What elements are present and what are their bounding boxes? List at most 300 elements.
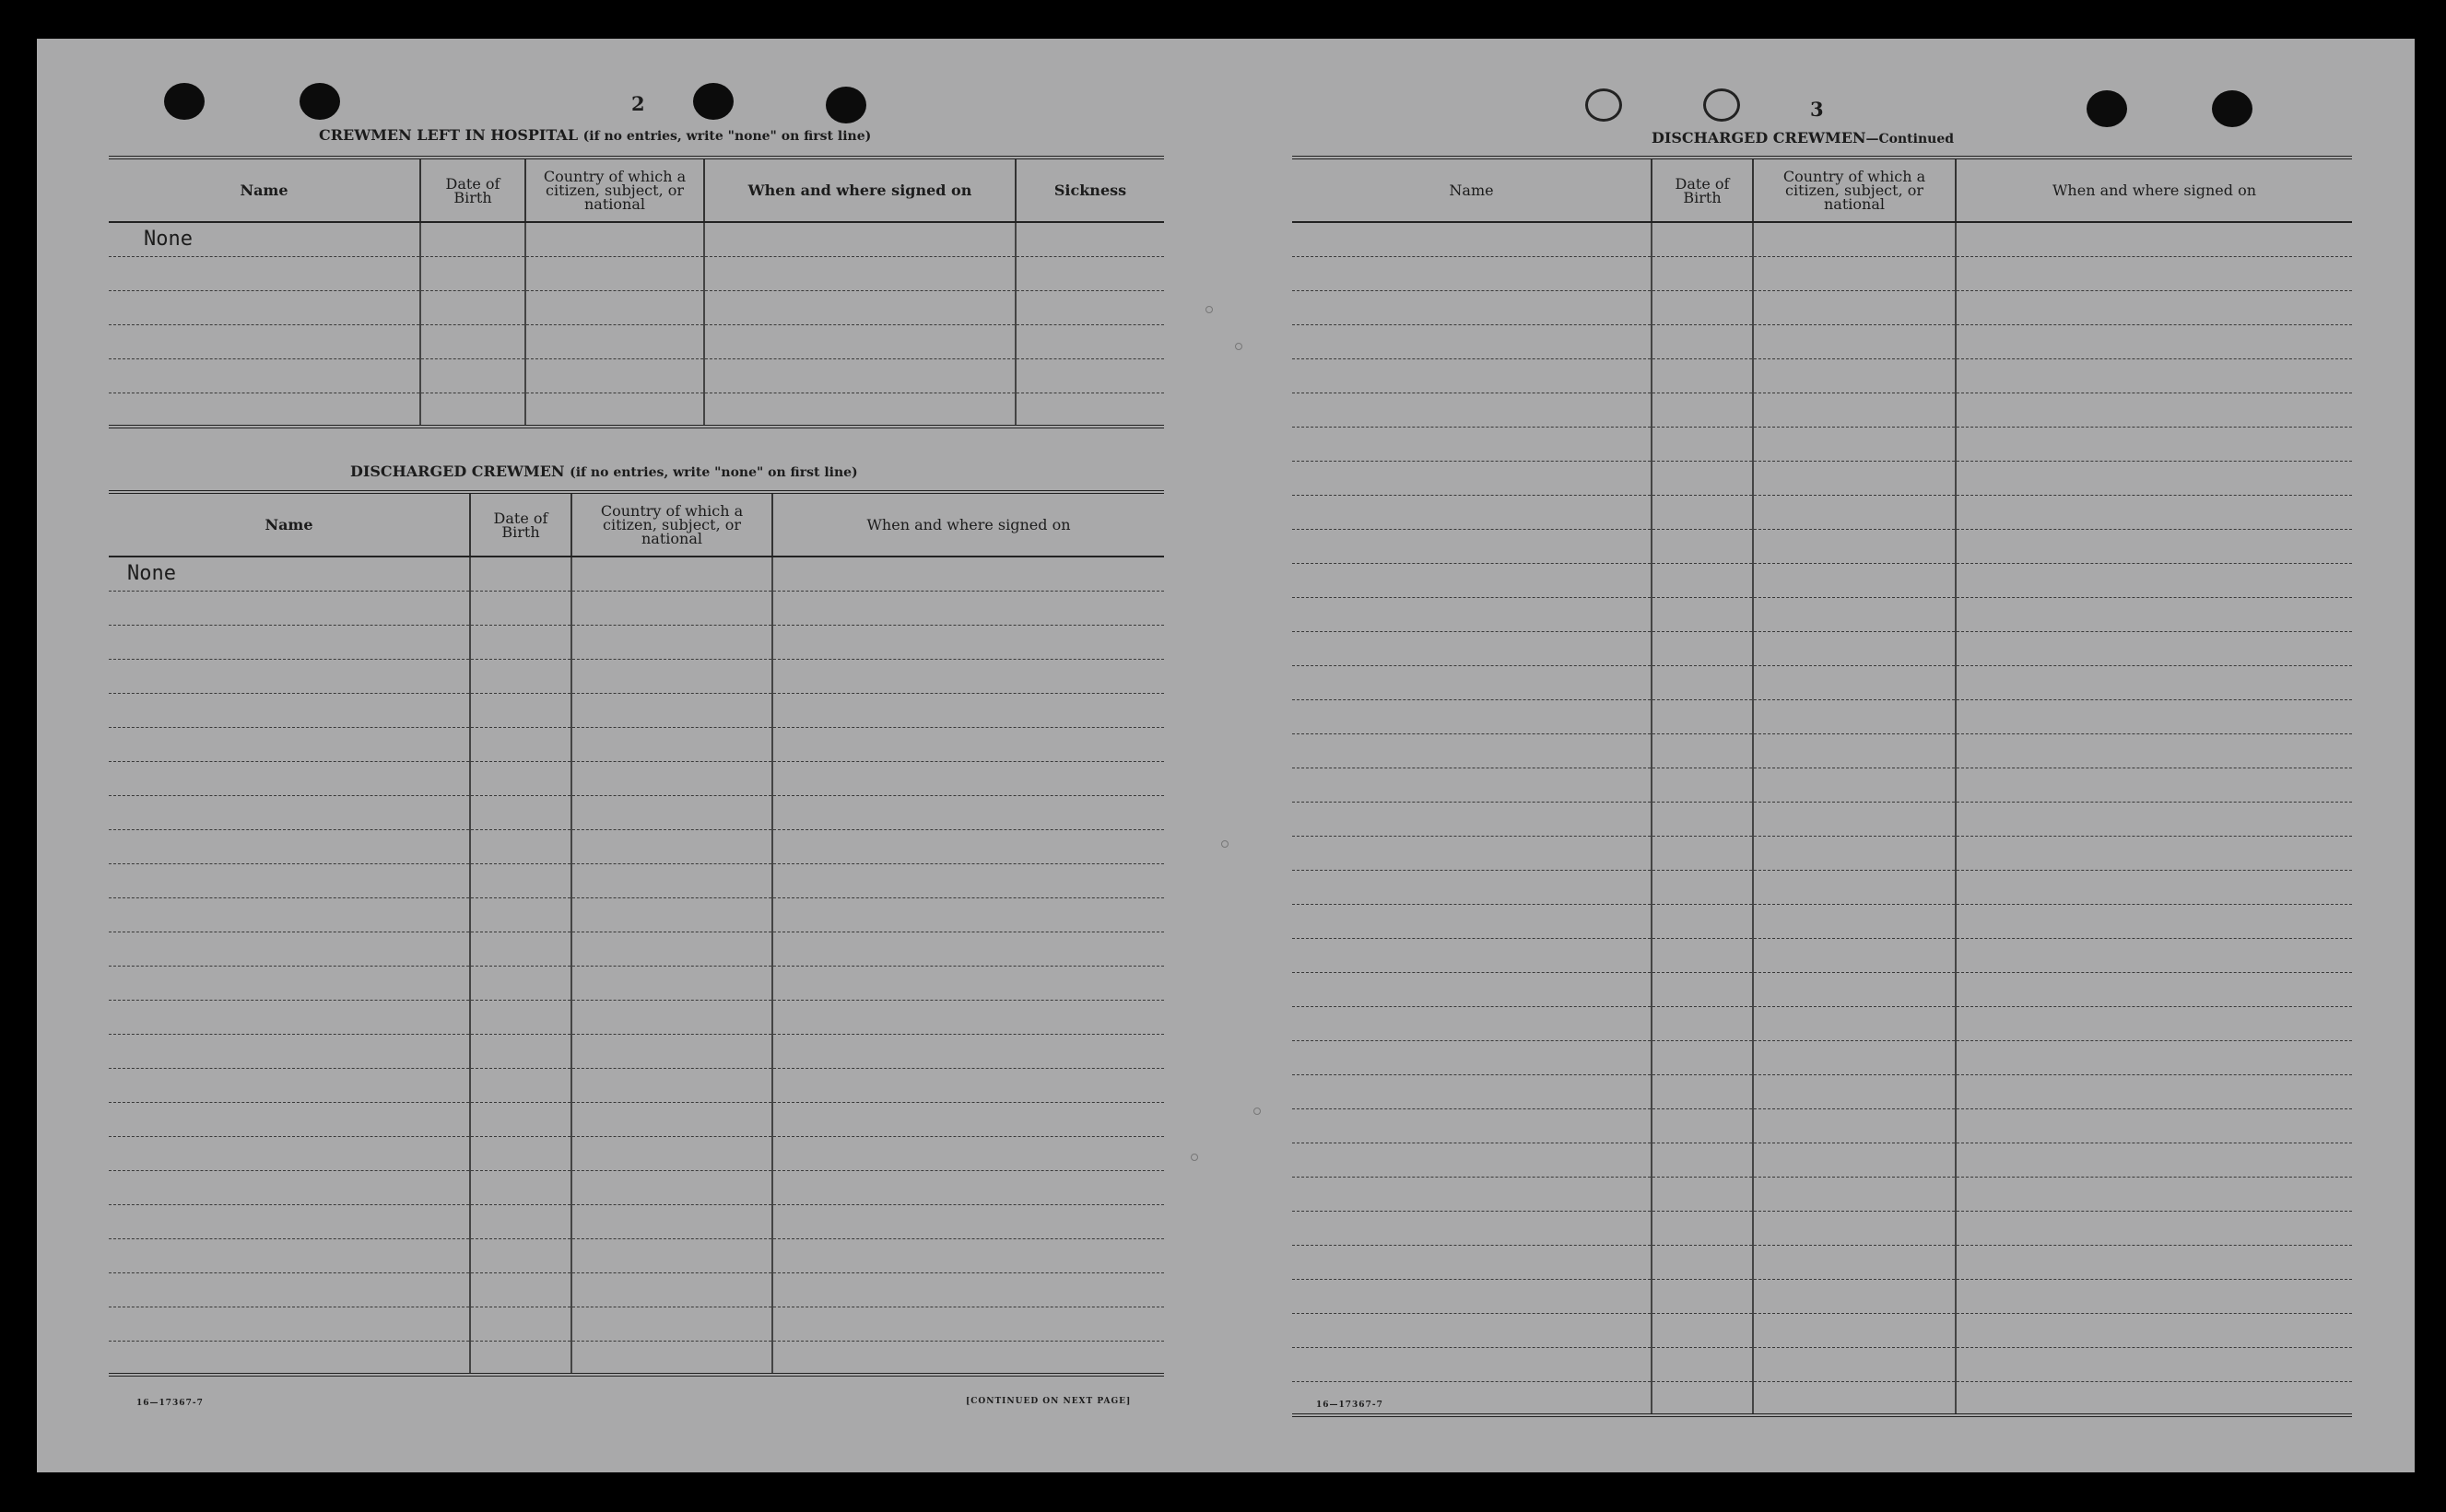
table-cell: [420, 256, 525, 290]
table-cell: [1956, 665, 2352, 699]
table-cell: [470, 1136, 571, 1170]
table-cell: [1753, 802, 1956, 836]
table-row: [1292, 1143, 2352, 1177]
table-cell: [1753, 699, 1956, 733]
table-row: [109, 1204, 1164, 1238]
table-row: [1292, 870, 2352, 904]
table-cell: [1956, 972, 2352, 1006]
punch-hole: [1585, 88, 1622, 122]
table-cell: [470, 591, 571, 625]
table-cell: [1753, 427, 1956, 461]
table-cell: [772, 761, 1164, 795]
page-number: 3: [1810, 98, 1824, 121]
table-cell: [772, 829, 1164, 863]
table-cell: [1753, 665, 1956, 699]
table-cell: [772, 863, 1164, 897]
table-row: [109, 324, 1164, 358]
table-cell: [772, 1238, 1164, 1272]
column-header-date-of-birth: Date of Birth: [420, 158, 525, 222]
table-row: [1292, 836, 2352, 870]
table-cell: [1956, 393, 2352, 427]
table-cell: [1956, 563, 2352, 597]
table-cell: [772, 1034, 1164, 1068]
name-cell: [109, 324, 420, 358]
name-cell: [109, 863, 470, 897]
table-cell: [1652, 358, 1753, 393]
table-cell: [772, 1272, 1164, 1307]
table-cell: [1753, 1211, 1956, 1245]
name-cell: [1292, 904, 1652, 938]
table-cell: [1956, 699, 2352, 733]
name-cell: [1292, 665, 1652, 699]
table-row: [109, 625, 1164, 659]
table-row: [109, 795, 1164, 829]
table-row: [109, 1068, 1164, 1102]
table-cell: [470, 659, 571, 693]
table-cell: [571, 1272, 772, 1307]
name-cell: [109, 1170, 470, 1204]
name-cell: [1292, 1040, 1652, 1074]
table-row: [1292, 290, 2352, 324]
table-cell: [1956, 938, 2352, 972]
column-header-name: Name: [109, 492, 470, 557]
table-header-row: [1292, 158, 2352, 222]
table-cell: [772, 897, 1164, 932]
table-row: [1292, 665, 2352, 699]
table-cell: [772, 659, 1164, 693]
table-cell: [1652, 529, 1753, 563]
table-cell: [1956, 529, 2352, 563]
table-cell: [1016, 358, 1164, 393]
table-cell: [704, 290, 1016, 324]
table-cell: [1753, 1177, 1956, 1211]
table-row: [1292, 256, 2352, 290]
name-cell: [1292, 699, 1652, 733]
table-cell: [571, 1000, 772, 1034]
name-cell: [1292, 358, 1652, 393]
table-cell: [525, 324, 704, 358]
name-cell: [109, 1000, 470, 1034]
table-cell: [1753, 1074, 1956, 1108]
section-title-text: DISCHARGED CREWMEN: [350, 463, 565, 480]
discharged-continued-title: [1652, 129, 1954, 147]
table-cell: [1016, 290, 1164, 324]
table-cell: [1652, 563, 1753, 597]
table-cell: [1956, 1381, 2352, 1415]
table-cell: [470, 693, 571, 727]
table-cell: [525, 393, 704, 427]
table-cell: [1652, 495, 1753, 529]
table-cell: [772, 795, 1164, 829]
name-cell: [1292, 324, 1652, 358]
table-row: [109, 897, 1164, 932]
table-row: [1292, 1381, 2352, 1415]
name-cell: [109, 966, 470, 1000]
table-cell: [1753, 631, 1956, 665]
name-cell: [109, 1102, 470, 1136]
column-header-sickness: Sickness: [1016, 158, 1164, 222]
table-cell: [1753, 358, 1956, 393]
table-cell: [772, 1102, 1164, 1136]
table-cell: [704, 222, 1016, 256]
table-row: [109, 1272, 1164, 1307]
name-cell: [109, 256, 420, 290]
table-cell: [420, 358, 525, 393]
name-cell: [1292, 597, 1652, 631]
column-header-country: Country of which a citizen, subject, or national: [571, 492, 772, 557]
table-cell: [1753, 597, 1956, 631]
table-cell: [1956, 290, 2352, 324]
table-cell: [1956, 1040, 2352, 1074]
name-cell: [109, 393, 420, 427]
table-cell: [772, 1068, 1164, 1102]
table-row: [1292, 631, 2352, 665]
table-cell: [772, 1136, 1164, 1170]
table-cell: [470, 829, 571, 863]
table-cell: [571, 557, 772, 591]
name-cell: [109, 591, 470, 625]
table-cell: [420, 290, 525, 324]
table-cell: [1753, 972, 1956, 1006]
table-cell: [772, 966, 1164, 1000]
name-cell: [109, 625, 470, 659]
table-cell: [1956, 222, 2352, 256]
table-row: [1292, 768, 2352, 802]
punch-hole: [1703, 88, 1740, 122]
name-cell: [1292, 972, 1652, 1006]
name-cell: [1292, 1006, 1652, 1040]
table-row: [109, 557, 1164, 591]
table-cell: [1652, 1074, 1753, 1108]
table-cell: [1956, 768, 2352, 802]
table-cell: [1753, 938, 1956, 972]
table-cell: [571, 591, 772, 625]
table-cell: [772, 727, 1164, 761]
table-cell: [1753, 563, 1956, 597]
table-cell: [1753, 529, 1956, 563]
table-cell: [1753, 290, 1956, 324]
section-title-text: CREWMEN LEFT IN HOSPITAL: [319, 126, 579, 144]
name-cell: [1292, 1279, 1652, 1313]
table-cell: [1652, 768, 1753, 802]
name-cell: [1292, 768, 1652, 802]
table-row: [1292, 1177, 2352, 1211]
table-cell: [772, 1000, 1164, 1034]
table-cell: [525, 358, 704, 393]
table-cell: [525, 222, 704, 256]
section-instruction: (if no entries, write "none" on first line): [570, 465, 858, 480]
table-row: [1292, 427, 2352, 461]
table-cell: [571, 863, 772, 897]
table-cell: [1753, 904, 1956, 938]
page-number: 2: [631, 92, 645, 115]
punch-hole: [826, 87, 866, 123]
table-cell: [571, 795, 772, 829]
table-cell: [571, 625, 772, 659]
name-cell: [1292, 393, 1652, 427]
table-cell: [470, 1272, 571, 1307]
punch-hole: [2212, 90, 2252, 127]
table-cell: [470, 897, 571, 932]
table-row: [109, 659, 1164, 693]
table-cell: [1753, 870, 1956, 904]
table-row: [1292, 495, 2352, 529]
table-cell: [470, 761, 571, 795]
column-header-country: Country of which a citizen, subject, or national: [1753, 158, 1956, 222]
table-row: [1292, 904, 2352, 938]
table-cell: [1956, 1108, 2352, 1143]
table-row: [109, 591, 1164, 625]
table-cell: [571, 966, 772, 1000]
name-cell: [109, 1204, 470, 1238]
table-cell: [1956, 836, 2352, 870]
name-cell: [1292, 563, 1652, 597]
table-cell: [525, 256, 704, 290]
table-cell: [1652, 836, 1753, 870]
name-cell: [1292, 733, 1652, 768]
name-cell: [109, 1307, 470, 1341]
table-cell: [1652, 938, 1753, 972]
table-cell: [1652, 1313, 1753, 1347]
table-cell: [420, 324, 525, 358]
section-title-text: DISCHARGED CREWMEN: [1652, 129, 1866, 147]
section-instruction: (if no entries, write "none" on first line): [582, 129, 872, 144]
section-title-suffix: —Continued: [1865, 132, 1955, 147]
name-cell: [1292, 1143, 1652, 1177]
table-row: [109, 290, 1164, 324]
table-cell: [571, 1068, 772, 1102]
table-cell: [1652, 631, 1753, 665]
table-cell: [1956, 256, 2352, 290]
table-row: [1292, 699, 2352, 733]
table-cell: [772, 591, 1164, 625]
table-row: [1292, 393, 2352, 427]
continued-note: [CONTINUED ON NEXT PAGE]: [966, 1397, 1132, 1406]
table-row: [109, 1238, 1164, 1272]
table-cell: [571, 1102, 772, 1136]
discharged-table: [109, 490, 1164, 1377]
table-cell: [1652, 393, 1753, 427]
name-cell: None: [109, 557, 470, 591]
table-cell: [470, 795, 571, 829]
table-cell: [1753, 495, 1956, 529]
name-cell: [109, 1238, 470, 1272]
table-cell: [1652, 1279, 1753, 1313]
punch-hole: [164, 83, 205, 120]
table-cell: [772, 1170, 1164, 1204]
table-cell: [571, 1341, 772, 1375]
name-cell: [109, 727, 470, 761]
table-header-row: [109, 492, 1164, 557]
table-cell: [1956, 733, 2352, 768]
table-cell: [1652, 1211, 1753, 1245]
scan-speck: [1235, 343, 1242, 350]
table-cell: [1016, 393, 1164, 427]
table-cell: [1652, 972, 1753, 1006]
table-row: [109, 1034, 1164, 1068]
name-cell: [1292, 631, 1652, 665]
name-cell: [109, 659, 470, 693]
table-cell: [1753, 256, 1956, 290]
table-cell: [420, 393, 525, 427]
name-cell: [1292, 461, 1652, 495]
column-header-date-of-birth: Date of Birth: [470, 492, 571, 557]
table-cell: [1956, 358, 2352, 393]
table-cell: [1956, 1279, 2352, 1313]
column-header-date-of-birth: Date of Birth: [1652, 158, 1753, 222]
table-cell: [1753, 733, 1956, 768]
table-cell: [470, 625, 571, 659]
name-cell: [1292, 1108, 1652, 1143]
hospital-table: [109, 156, 1164, 428]
table-row: [1292, 461, 2352, 495]
table-cell: [1956, 1313, 2352, 1347]
table-cell: [1652, 733, 1753, 768]
table-cell: [1652, 1245, 1753, 1279]
table-cell: [1753, 836, 1956, 870]
table-cell: [1956, 1006, 2352, 1040]
name-cell: [1292, 529, 1652, 563]
name-cell: [109, 795, 470, 829]
hospital-section-title: [319, 126, 871, 144]
table-row: [109, 966, 1164, 1000]
table-cell: [1956, 1177, 2352, 1211]
table-cell: [470, 1102, 571, 1136]
table-cell: [1753, 1006, 1956, 1040]
name-cell: [109, 358, 420, 393]
punch-hole: [693, 83, 734, 120]
table-cell: [470, 1238, 571, 1272]
table-cell: [1652, 802, 1753, 836]
scan-speck: [1205, 306, 1213, 313]
table-row: [1292, 938, 2352, 972]
table-row: [109, 932, 1164, 966]
table-cell: [571, 1238, 772, 1272]
name-cell: [1292, 1347, 1652, 1381]
form-code: 16—17367-7: [1316, 1401, 1383, 1410]
column-header-name: Name: [1292, 158, 1652, 222]
table-cell: [1753, 1279, 1956, 1313]
table-row: [109, 1170, 1164, 1204]
table-row: [1292, 972, 2352, 1006]
table-row: [1292, 1313, 2352, 1347]
table-row: [1292, 733, 2352, 768]
name-cell: [109, 761, 470, 795]
table-cell: [1956, 324, 2352, 358]
table-cell: [1753, 1313, 1956, 1347]
table-cell: [772, 557, 1164, 591]
form-code: 16—17367-7: [136, 1399, 204, 1408]
table-row: [1292, 358, 2352, 393]
table-cell: [1652, 1040, 1753, 1074]
table-cell: [470, 966, 571, 1000]
table-cell: [1016, 324, 1164, 358]
table-cell: [704, 324, 1016, 358]
table-cell: [571, 727, 772, 761]
table-cell: [1652, 1143, 1753, 1177]
table-cell: [1753, 1347, 1956, 1381]
punch-hole: [300, 83, 340, 120]
table-cell: [1652, 1347, 1753, 1381]
table-row: [109, 727, 1164, 761]
column-header-signed-on: When and where signed on: [1956, 158, 2352, 222]
table-cell: [1956, 1143, 2352, 1177]
table-cell: [1016, 256, 1164, 290]
table-cell: [470, 727, 571, 761]
table-cell: [1652, 597, 1753, 631]
table-cell: [1956, 904, 2352, 938]
scan-speck: [1221, 840, 1229, 848]
table-row: [1292, 1108, 2352, 1143]
column-header-signed-on: When and where signed on: [704, 158, 1016, 222]
table-cell: [704, 256, 1016, 290]
scan-speck: [1191, 1154, 1198, 1161]
table-cell: [1652, 427, 1753, 461]
table-cell: [470, 932, 571, 966]
column-header-country: Country of which a citizen, subject, or national: [525, 158, 704, 222]
name-cell: [1292, 256, 1652, 290]
name-cell: [109, 1136, 470, 1170]
table-cell: [470, 1341, 571, 1375]
table-cell: [571, 1034, 772, 1068]
table-cell: [1753, 1040, 1956, 1074]
table-cell: [1956, 495, 2352, 529]
table-cell: [1652, 1381, 1753, 1415]
name-cell: [109, 693, 470, 727]
table-cell: [772, 1341, 1164, 1375]
table-cell: [1956, 1211, 2352, 1245]
table-row: [1292, 324, 2352, 358]
table-row: [109, 829, 1164, 863]
name-cell: [1292, 290, 1652, 324]
table-row: [109, 358, 1164, 393]
table-row: [1292, 1279, 2352, 1313]
table-row: [1292, 563, 2352, 597]
table-cell: [1652, 699, 1753, 733]
table-cell: [1652, 870, 1753, 904]
table-row: [109, 863, 1164, 897]
name-cell: [1292, 802, 1652, 836]
table-cell: [772, 1307, 1164, 1341]
table-cell: [1652, 290, 1753, 324]
table-cell: [1753, 768, 1956, 802]
table-cell: [470, 1068, 571, 1102]
table-cell: [1956, 597, 2352, 631]
table-cell: [571, 693, 772, 727]
table-cell: [704, 358, 1016, 393]
name-cell: [109, 932, 470, 966]
table-cell: [1652, 1177, 1753, 1211]
name-cell: [109, 829, 470, 863]
table-cell: [571, 1204, 772, 1238]
table-cell: [1652, 665, 1753, 699]
table-cell: [1956, 1245, 2352, 1279]
table-cell: [470, 1034, 571, 1068]
table-cell: [1956, 631, 2352, 665]
table-row: [109, 393, 1164, 427]
table-cell: [1652, 1108, 1753, 1143]
table-cell: [420, 222, 525, 256]
table-cell: [525, 290, 704, 324]
table-row: [109, 1136, 1164, 1170]
table-row: [1292, 222, 2352, 256]
name-cell: [109, 1034, 470, 1068]
table-row: [109, 222, 1164, 256]
table-header-row: [109, 158, 1164, 222]
name-cell: [1292, 1211, 1652, 1245]
table-row: [1292, 1245, 2352, 1279]
table-cell: [1956, 1074, 2352, 1108]
